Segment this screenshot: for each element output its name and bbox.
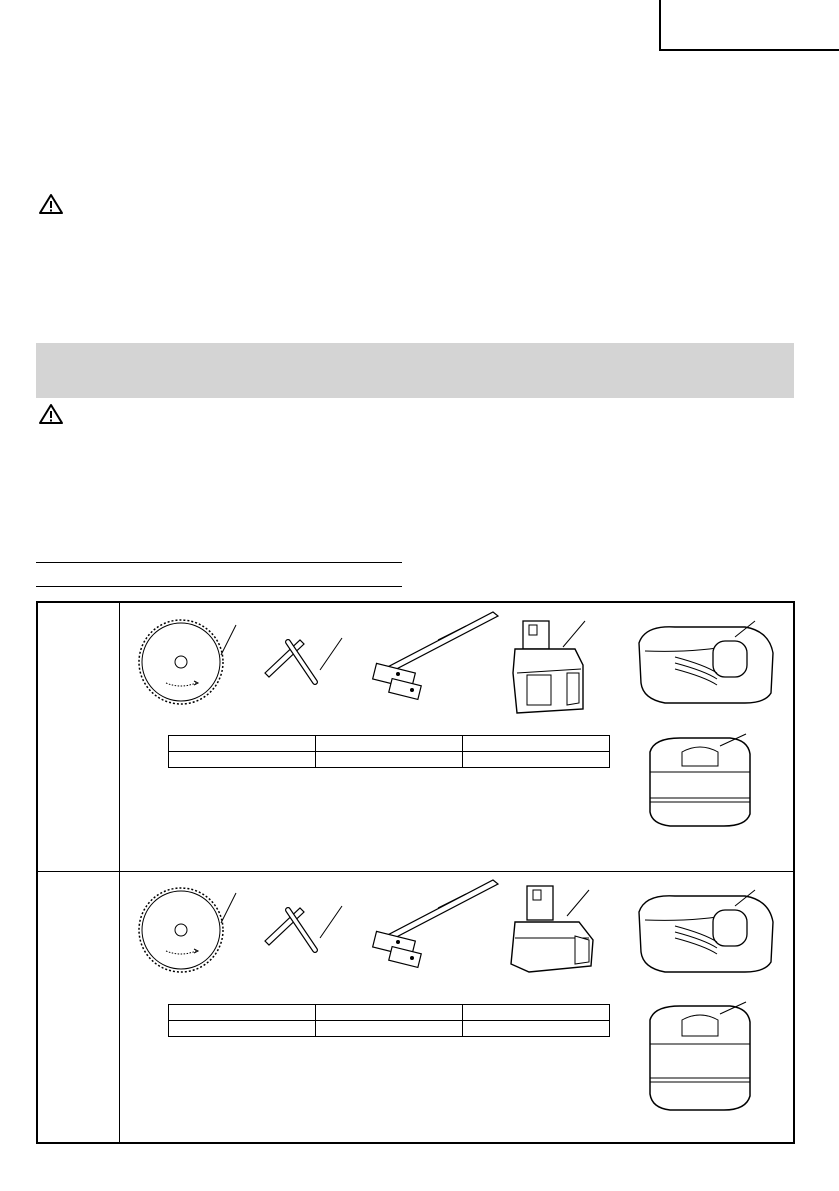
carrying-case-illustration: [640, 1000, 760, 1115]
table-cell: [316, 1021, 463, 1037]
frame-column-divider: [119, 601, 120, 1144]
frame-row-divider: [36, 871, 795, 872]
table-cell: [463, 1005, 610, 1021]
table-cell: [169, 1005, 316, 1021]
spec-table-row-1: [168, 735, 610, 768]
battery-illustration: [505, 880, 605, 980]
table-cell: [169, 752, 316, 768]
warning-triangle-icon: [38, 193, 64, 215]
table-cell: [463, 752, 610, 768]
underline: [36, 586, 402, 587]
table-cell: [316, 736, 463, 752]
table-cell: [463, 736, 610, 752]
table-cell: [316, 752, 463, 768]
underline: [36, 562, 402, 563]
box-wrench-illustration: [260, 898, 350, 958]
saw-blade-illustration: [136, 615, 246, 705]
carrying-case-illustration: [640, 732, 760, 832]
table-cell: [169, 1021, 316, 1037]
section-banner: [36, 343, 794, 398]
warning-triangle-icon: [38, 403, 64, 425]
charger-illustration: [635, 613, 775, 708]
guide-illustration: [368, 610, 503, 710]
guide-illustration: [368, 878, 503, 978]
table-cell: [169, 736, 316, 752]
spec-table-row-2: [168, 1004, 610, 1037]
battery-illustration: [505, 613, 595, 723]
table-cell: [316, 1005, 463, 1021]
charger-illustration: [635, 882, 775, 977]
saw-blade-illustration: [136, 883, 246, 973]
table-cell: [463, 1021, 610, 1037]
box-wrench-illustration: [260, 630, 350, 690]
language-tab: [659, 0, 839, 51]
